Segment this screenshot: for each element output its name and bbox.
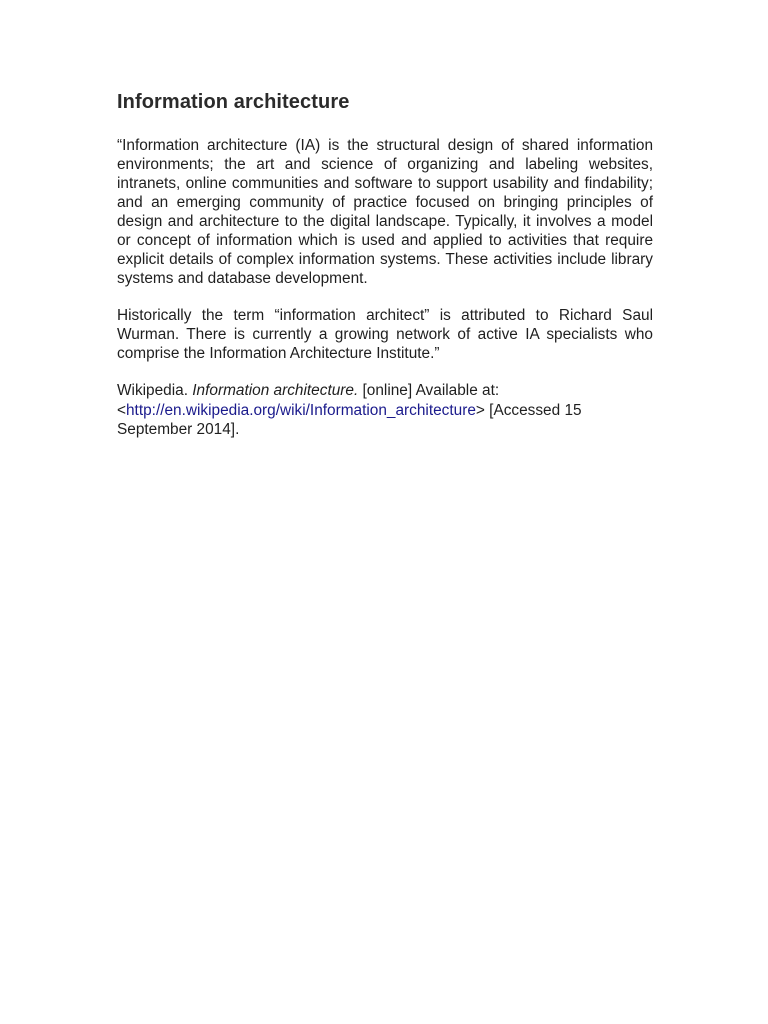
link-open-bracket: < [117, 401, 126, 419]
citation-accessed: [Accessed 15 September 2014]. [117, 401, 582, 438]
citation-url-link[interactable]: http://en.wikipedia.org/wiki/Information_architecture [126, 401, 476, 419]
definition-paragraph: “Information architecture (IA) is the structural design of shared information environments; the art and science of organizing and labeling websites, intranets, online communities and software to support usability and findability; and an emerging community of practice focused on bringing principles of design and architecture to the digital landscape. Typically, it involves a model or concept of information which is used and applied to activities that require explicit details of complex information systems. These activities include library systems and database development. [117, 137, 653, 287]
document-body [117, 88, 653, 440]
link-close-bracket: > [475, 401, 485, 419]
page-title: Information architecture [117, 91, 350, 113]
citation [117, 381, 653, 440]
history-paragraph: Historically the term “information architect” is attributed to Richard Saul Wurman. There is currently a growing network of active IA specialists who comprise the Information Architecture Institute.” [117, 307, 653, 362]
citation-availability: [online] Available at: [362, 382, 500, 399]
citation-work-title: Information architecture. [192, 382, 359, 399]
citation-source: Wikipedia. [117, 382, 188, 399]
